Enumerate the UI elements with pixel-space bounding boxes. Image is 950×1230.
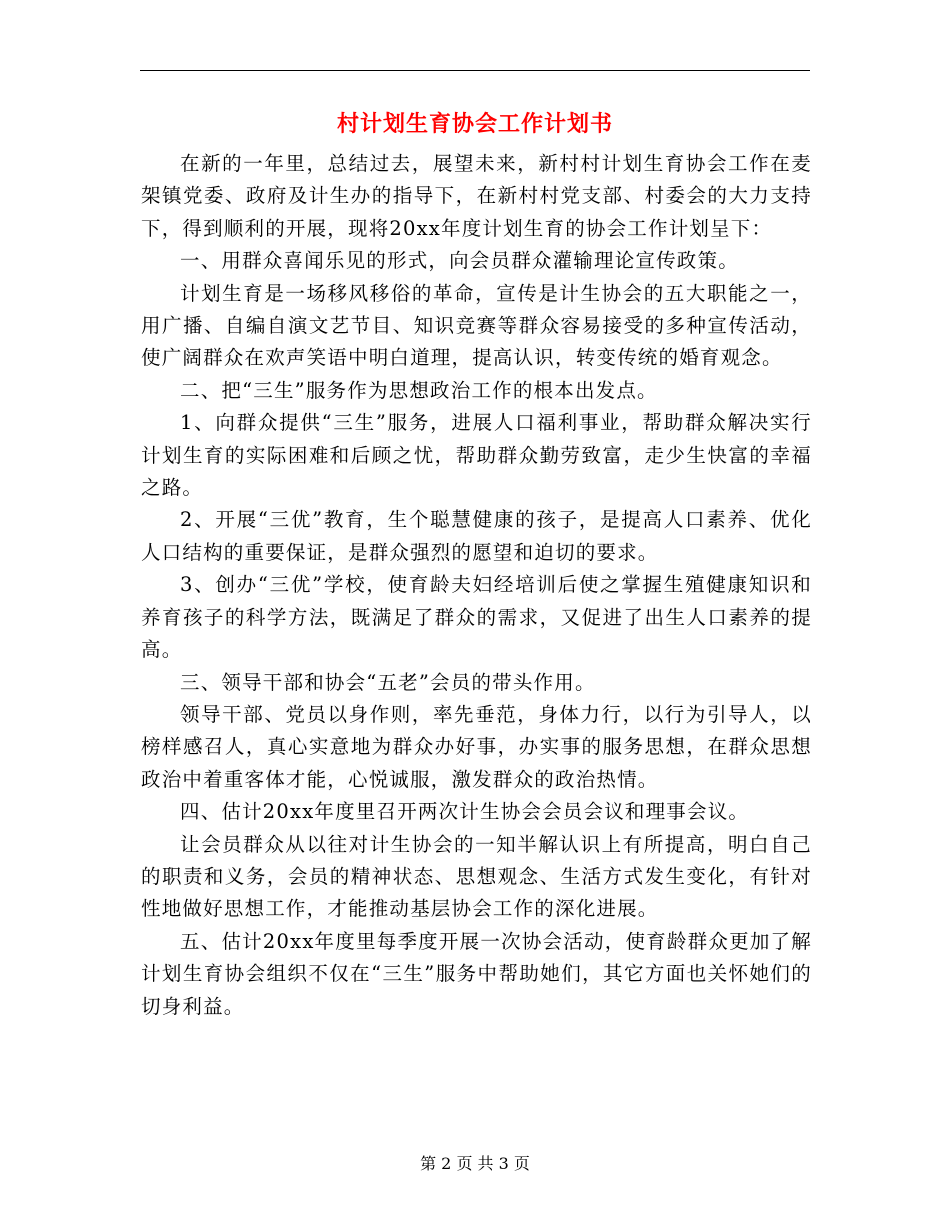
- heading-section-2: 二、把“三生”服务作为思想政治工作的根本出发点。: [180, 378, 658, 402]
- page-number: 第 2 页 共 3 页: [420, 1154, 530, 1173]
- document-title: 村计划生育协会工作计划书: [336, 111, 613, 137]
- heading-section-3: 三、领导干部和协会“五老”会员的带头作用。: [180, 670, 596, 694]
- paragraph-section-2-item-2: 2、开展“三优”教育，生个聪慧健康的孩子，是提高人口素养、优化人口结构的重要保证，是群众强烈的愿望和迫切的要求。: [141, 508, 812, 564]
- paragraph-section-1: 计划生育是一场移风移俗的革命，宣传是计生协会的五大职能之一，用广播、自编自演文艺节目、知识竞赛等群众容易接受的多种宣传活动，使广阔群众在欢声笑语中明白道理，提高认识，转变传统的婚育观念。: [141, 281, 812, 370]
- paragraph-section-5: 五、估计20xx年度里每季度开展一次协会活动，使育龄群众更加了解计划生育协会组织不仅在“三生”服务中帮助她们，其它方面也关怀她们的切身利益。: [141, 929, 812, 1018]
- paragraph-section-2-item-3: 3、创办“三优”学校，使育龄夫妇经培训后使之掌握生殖健康知识和养育孩子的科学方法，既满足了群众的需求，又促进了出生人口素养的提高。: [141, 573, 812, 662]
- paragraph-intro: 在新的一年里，总结过去，展望未来，新村村计划生育协会工作在麦架镇党委、政府及计生办的指导下，在新村村党支部、村委会的大力支持下，得到顺利的开展，现将20xx年度计划生育的协会工作计划呈下：: [141, 152, 812, 240]
- heading-section-4: 四、估计20xx年度里召开两次计生协会会员会议和理事会议。: [180, 800, 750, 824]
- paragraph-section-2-item-1: 1、向群众提供“三生”服务，进展人口福利事业，帮助群众解决实行计划生育的实际困难和后顾之忧，帮助群众勤劳致富，走少生快富的幸福之路。: [141, 411, 812, 500]
- paragraph-section-3: 领导干部、党员以身作则，率先垂范，身体力行，以行为引导人，以榜样感召人，真心实意地为群众办好事，办实事的服务思想，在群众思想政治中着重客体才能，心悦诚服，激发群众的政治热情。: [141, 702, 812, 791]
- document-body: [141, 148, 812, 1023]
- paragraph-section-4: 让会员群众从以往对计生协会的一知半解认识上有所提高，明白自己的职责和义务，会员的精神状态、思想观念、生活方式发生变化，有针对性地做好思想工作，才能推动基层协会工作的深化进展。: [141, 832, 812, 921]
- heading-section-1: 一、用群众喜闻乐见的形式，向会员群众灌输理论宣传政策。: [180, 249, 739, 273]
- header-rule: [140, 70, 810, 71]
